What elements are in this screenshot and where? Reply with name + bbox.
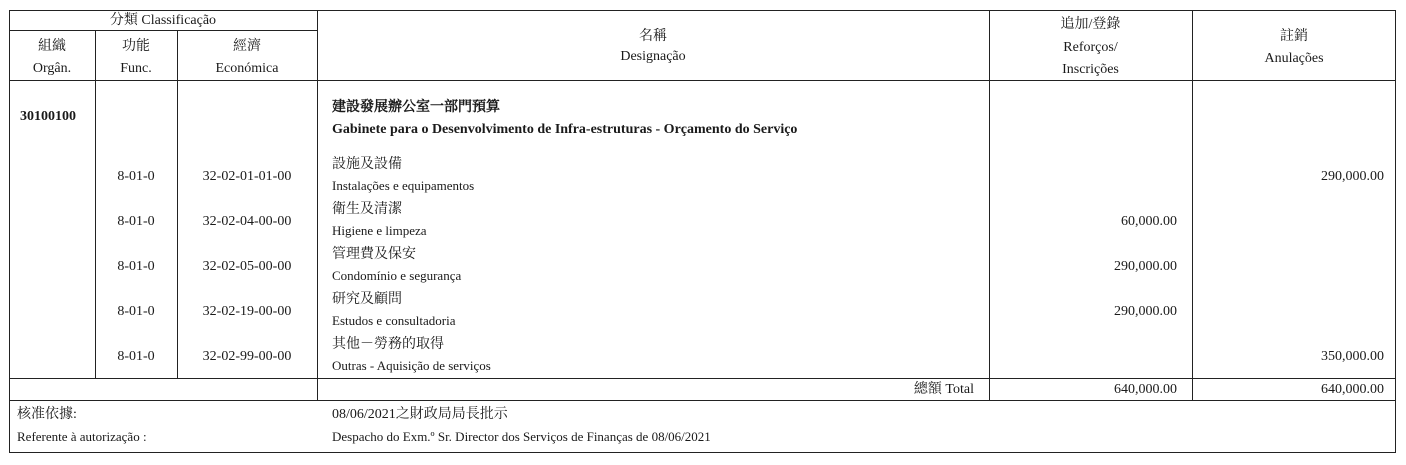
col-divider-3 [317, 10, 318, 400]
row-annul: 350,000.00 [1321, 349, 1384, 364]
header-reinforce-pt1: Reforços/ [1063, 40, 1118, 55]
col-divider-5 [1192, 10, 1193, 400]
row-annul: 290,000.00 [1321, 169, 1384, 184]
authorization-label-pt: Referente à autorização : [17, 429, 147, 444]
total-reinforce: 640,000.00 [1114, 382, 1177, 397]
row-func: 8-01-0 [117, 349, 155, 364]
total-label: 總額 Total [913, 382, 974, 397]
row-econ: 32-02-01-01-00 [202, 169, 292, 184]
header-reinforce-pt2: Inscrições [1062, 62, 1119, 77]
section-title-pt: Gabinete para o Desenvolvimento de Infra-estruturas - Orçamento do Serviço [332, 122, 798, 137]
authorization-label-zh: 核准依據: [17, 407, 77, 422]
header-designation-pt: Designação [620, 49, 686, 64]
header-organ-pt: Orgân. [32, 61, 72, 76]
row-designation-zh: 管理費及保安 [332, 247, 416, 262]
row-designation-zh: 設施及設備 [332, 157, 402, 172]
row-designation-pt: Condomínio e segurança [332, 268, 462, 283]
row-econ: 32-02-99-00-00 [202, 349, 292, 364]
row-reinforce: 60,000.00 [1121, 214, 1177, 229]
header-annul-zh: 註銷 [1280, 29, 1308, 44]
header-bottom-divider [9, 80, 1396, 81]
row-func: 8-01-0 [117, 259, 155, 274]
header-econ-pt: Económica [215, 61, 279, 76]
organ-code: 30100100 [20, 109, 76, 124]
header-func-pt: Func. [120, 61, 152, 76]
header-func-zh: 功能 [122, 39, 150, 54]
row-designation-pt: Outras - Aquisição de serviços [332, 358, 491, 373]
footer-divider [9, 400, 1396, 401]
row-func: 8-01-0 [117, 169, 155, 184]
col-divider-2 [177, 30, 178, 379]
row-designation-pt: Instalações e equipamentos [332, 178, 475, 193]
row-designation-zh: 研究及顧問 [332, 292, 402, 307]
total-annul: 640,000.00 [1321, 382, 1384, 397]
header-sub-divider [9, 30, 317, 31]
row-reinforce: 290,000.00 [1114, 259, 1177, 274]
row-func: 8-01-0 [117, 214, 155, 229]
row-econ: 32-02-05-00-00 [202, 259, 292, 274]
header-designation-zh: 名稱 [639, 29, 667, 44]
row-func: 8-01-0 [117, 304, 155, 319]
row-econ: 32-02-19-00-00 [202, 304, 292, 319]
row-designation-pt: Estudos e consultadoria [332, 313, 456, 328]
authorization-value-pt: Despacho do Exm.º Sr. Director dos Serviços de Finanças de 08/06/2021 [332, 429, 711, 444]
header-econ-zh: 經濟 [233, 39, 261, 54]
header-classification: 分類 Classificação [109, 13, 217, 28]
row-designation-pt: Higiene e limpeza [332, 223, 427, 238]
authorization-value-zh: 08/06/2021之財政局局長批示 [332, 407, 508, 422]
budget-document [9, 10, 1396, 453]
row-designation-zh: 其他－勞務的取得 [332, 337, 444, 352]
row-designation-zh: 衛生及清潔 [332, 202, 402, 217]
header-reinforce-zh: 追加/登錄 [1060, 17, 1121, 32]
total-divider [9, 378, 1396, 379]
section-title-zh: 建設發展辦公室一部門預算 [332, 100, 500, 115]
row-reinforce: 290,000.00 [1114, 304, 1177, 319]
header-organ-zh: 組織 [38, 39, 66, 54]
header-annul-pt: Anulações [1264, 51, 1324, 66]
row-econ: 32-02-04-00-00 [202, 214, 292, 229]
col-divider-1 [95, 30, 96, 379]
